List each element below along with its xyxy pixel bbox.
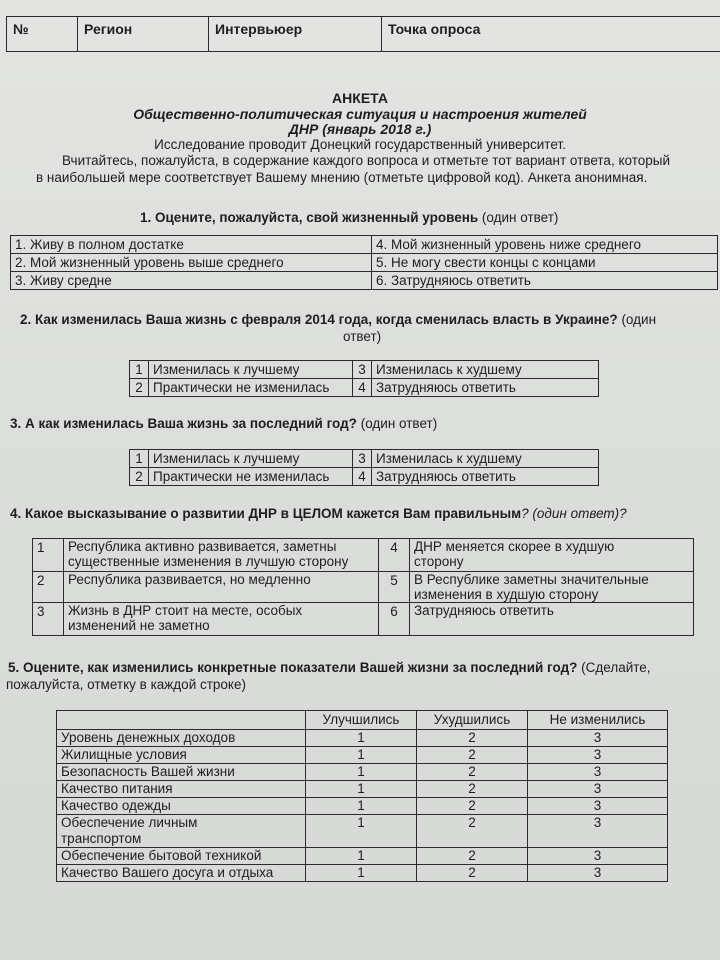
q5-answer-code[interactable]: 1 xyxy=(306,798,417,815)
q5-answer-code[interactable]: 1 xyxy=(306,848,417,865)
q5-row-label: Качество одежды xyxy=(57,798,306,815)
header-interviewer: Интервьюер xyxy=(209,17,382,52)
q3-option[interactable]: Изменилась к худшему xyxy=(372,450,599,468)
q2-hint-a: (один xyxy=(621,312,657,327)
q4-option-line: существенные изменения в лучшую сторону xyxy=(68,554,349,569)
q2-text: 2. Как изменилась Ваша жизнь с февраля 2014 года, когда сменилась власть в Украине? xyxy=(20,312,618,327)
table-row xyxy=(57,730,668,747)
table-row xyxy=(57,764,668,781)
q4-option[interactable] xyxy=(64,572,379,603)
q4-option-line: В Республике заметны значительные xyxy=(414,572,649,587)
q5-answer-code[interactable]: 1 xyxy=(306,815,417,848)
q4-options-table xyxy=(32,538,694,636)
q4-option-line: изменения в худшую сторону xyxy=(414,587,599,602)
q1-option[interactable]: 6. Затрудняюсь ответить xyxy=(372,272,718,290)
intro-text xyxy=(36,152,716,186)
intro-line2: в наибольшей мере соответствует Вашему мнению (отметьте цифровой код). Анкета анонимная. xyxy=(36,170,648,185)
q3-option-num: 3 xyxy=(353,450,372,468)
q4-option-line: Республика развивается, но медленно xyxy=(68,572,311,587)
q1-text: 1. Оцените, пожалуйста, свой жизненный уровень xyxy=(140,210,479,225)
q5-header-empty xyxy=(57,711,306,730)
q5-answer-code[interactable]: 2 xyxy=(417,764,528,781)
header-no: № xyxy=(7,17,78,52)
q5-indicators-table xyxy=(56,710,668,882)
q4-option-num: 2 xyxy=(33,572,64,603)
subtitle-line1: Общественно-политическая ситуация и настроения жителей xyxy=(133,106,587,122)
q2-hint-b: ответ) xyxy=(343,329,382,344)
q3-option-num: 1 xyxy=(130,450,149,468)
q4-option-num: 4 xyxy=(379,539,410,572)
q5-row-label: Жилищные условия xyxy=(57,747,306,764)
q5-answer-code[interactable]: 2 xyxy=(417,781,528,798)
table-row xyxy=(57,781,668,798)
q5-question xyxy=(8,660,720,675)
q2-option[interactable]: Изменилась к худшему xyxy=(372,361,599,379)
page-title: АНКЕТА xyxy=(332,90,388,106)
q5-answer-code[interactable]: 3 xyxy=(528,798,668,815)
q5-answer-code[interactable]: 2 xyxy=(417,798,528,815)
q5-hint-a: (Сделайте, xyxy=(581,660,651,675)
q3-option[interactable]: Практически не изменилась xyxy=(149,468,353,486)
q5-row-label xyxy=(57,815,306,848)
q3-option-num: 4 xyxy=(353,468,372,486)
q2-question xyxy=(20,312,720,327)
q5-row-label-line: транспортом xyxy=(61,831,142,846)
q2-option[interactable]: Затрудняюсь ответить xyxy=(372,379,599,397)
q4-option-num: 3 xyxy=(33,603,64,636)
table-row xyxy=(57,747,668,764)
q5-row-label: Безопасность Вашей жизни xyxy=(57,764,306,781)
q5-answer-code[interactable]: 2 xyxy=(417,848,528,865)
intro-line1: Вчитайтесь, пожалуйста, в содержание каждого вопроса и отметьте тот вариант ответа, который xyxy=(62,153,671,168)
q2-option-num: 1 xyxy=(130,361,149,379)
q4-option-line: Республика активно развивается, заметны xyxy=(68,539,337,554)
q4-option-num: 6 xyxy=(379,603,410,636)
conducted-by: Исследование проводит Донецкий государственный университет. xyxy=(154,137,566,152)
q2-option[interactable]: Изменилась к лучшему xyxy=(149,361,353,379)
q1-question xyxy=(140,210,558,225)
q5-answer-code[interactable]: 2 xyxy=(417,730,528,747)
q4-option-line: сторону xyxy=(414,554,464,569)
q4-option-line: ДНР меняется скорее в худшую xyxy=(414,539,615,554)
q3-question xyxy=(10,416,437,431)
q3-option-num: 2 xyxy=(130,468,149,486)
q4-text: 4. Какое высказывание о развитии ДНР в ЦЕЛОМ кажется Вам правильным xyxy=(10,506,522,521)
q5-answer-code[interactable]: 3 xyxy=(528,781,668,798)
q5-answer-code[interactable]: 3 xyxy=(528,815,668,848)
q3-options-table xyxy=(129,449,599,486)
q3-option[interactable]: Изменилась к лучшему xyxy=(149,450,353,468)
q5-row-label-line: Обеспечение личным xyxy=(61,815,198,830)
q2-option-num: 2 xyxy=(130,379,149,397)
q2-options-table xyxy=(129,360,599,397)
header-region: Регион xyxy=(78,17,209,52)
q5-answer-code[interactable]: 1 xyxy=(306,747,417,764)
q4-option[interactable] xyxy=(410,572,694,603)
q5-col-header: Ухудшились xyxy=(417,711,528,730)
q5-answer-code[interactable]: 3 xyxy=(528,747,668,764)
header-point: Точка опроса xyxy=(382,17,720,52)
q3-option[interactable]: Затрудняюсь ответить xyxy=(372,468,599,486)
q2-option-num: 3 xyxy=(353,361,372,379)
q1-option[interactable]: 2. Мой жизненный уровень выше среднего xyxy=(11,254,372,272)
q3-hint: (один ответ) xyxy=(360,416,438,431)
subtitle-line2: ДНР (январь 2018 г.) xyxy=(288,121,432,137)
q5-hint-b: пожалуйста, отметку в каждой строке) xyxy=(6,677,246,692)
q1-hint: (один ответ) xyxy=(481,210,559,225)
table-row xyxy=(57,865,668,882)
q1-option[interactable]: 3. Живу средне xyxy=(11,272,372,290)
q1-option[interactable]: 1. Живу в полном достатке xyxy=(11,236,372,254)
q4-option-num: 1 xyxy=(33,539,64,572)
q5-text: 5. Оцените, как изменились конкретные показатели Вашей жизни за последний год? xyxy=(8,660,578,675)
header-table xyxy=(6,16,720,52)
q5-answer-code[interactable]: 3 xyxy=(528,865,668,882)
q4-option-line: Жизнь в ДНР стоит на месте, особых xyxy=(68,603,303,618)
q5-answer-code[interactable]: 1 xyxy=(306,781,417,798)
q3-text: 3. А как изменилась Ваша жизнь за последний год? xyxy=(10,416,357,431)
table-row xyxy=(57,798,668,815)
q4-option-num: 5 xyxy=(379,572,410,603)
q4-option[interactable] xyxy=(410,539,694,572)
q4-option[interactable] xyxy=(64,539,379,572)
q5-answer-code[interactable]: 3 xyxy=(528,764,668,781)
q5-answer-code[interactable]: 1 xyxy=(306,865,417,882)
q5-answer-code[interactable]: 2 xyxy=(417,815,528,848)
q5-row-label: Обеспечение бытовой техникой xyxy=(57,848,306,865)
q5-answer-code[interactable]: 1 xyxy=(306,730,417,747)
q1-option[interactable]: 4. Мой жизненный уровень ниже среднего xyxy=(372,236,718,254)
q4-option[interactable] xyxy=(410,603,694,636)
q5-answer-code[interactable]: 1 xyxy=(306,764,417,781)
q5-row-label: Уровень денежных доходов xyxy=(57,730,306,747)
q5-answer-code[interactable]: 2 xyxy=(417,865,528,882)
q5-col-header: Не изменились xyxy=(528,711,668,730)
q5-row-label: Качество питания xyxy=(57,781,306,798)
q4-option-line: изменений не заметно xyxy=(68,618,210,633)
q4-question xyxy=(10,506,627,521)
table-row xyxy=(57,815,668,848)
q4-option-line: Затрудняюсь ответить xyxy=(414,603,554,618)
q1-options-table xyxy=(10,235,718,290)
table-row xyxy=(57,848,668,865)
q1-option[interactable]: 5. Не могу свести концы с концами xyxy=(372,254,718,272)
q5-answer-code[interactable]: 3 xyxy=(528,848,668,865)
q5-answer-code[interactable]: 3 xyxy=(528,730,668,747)
q5-col-header: Улучшились xyxy=(306,711,417,730)
q4-hint: ? (один ответ)? xyxy=(521,506,627,521)
q2-option[interactable]: Практически не изменилась xyxy=(149,379,353,397)
q4-option[interactable] xyxy=(64,603,379,636)
q5-row-label: Качество Вашего досуга и отдыха xyxy=(57,865,306,882)
q5-answer-code[interactable]: 2 xyxy=(417,747,528,764)
q2-option-num: 4 xyxy=(353,379,372,397)
